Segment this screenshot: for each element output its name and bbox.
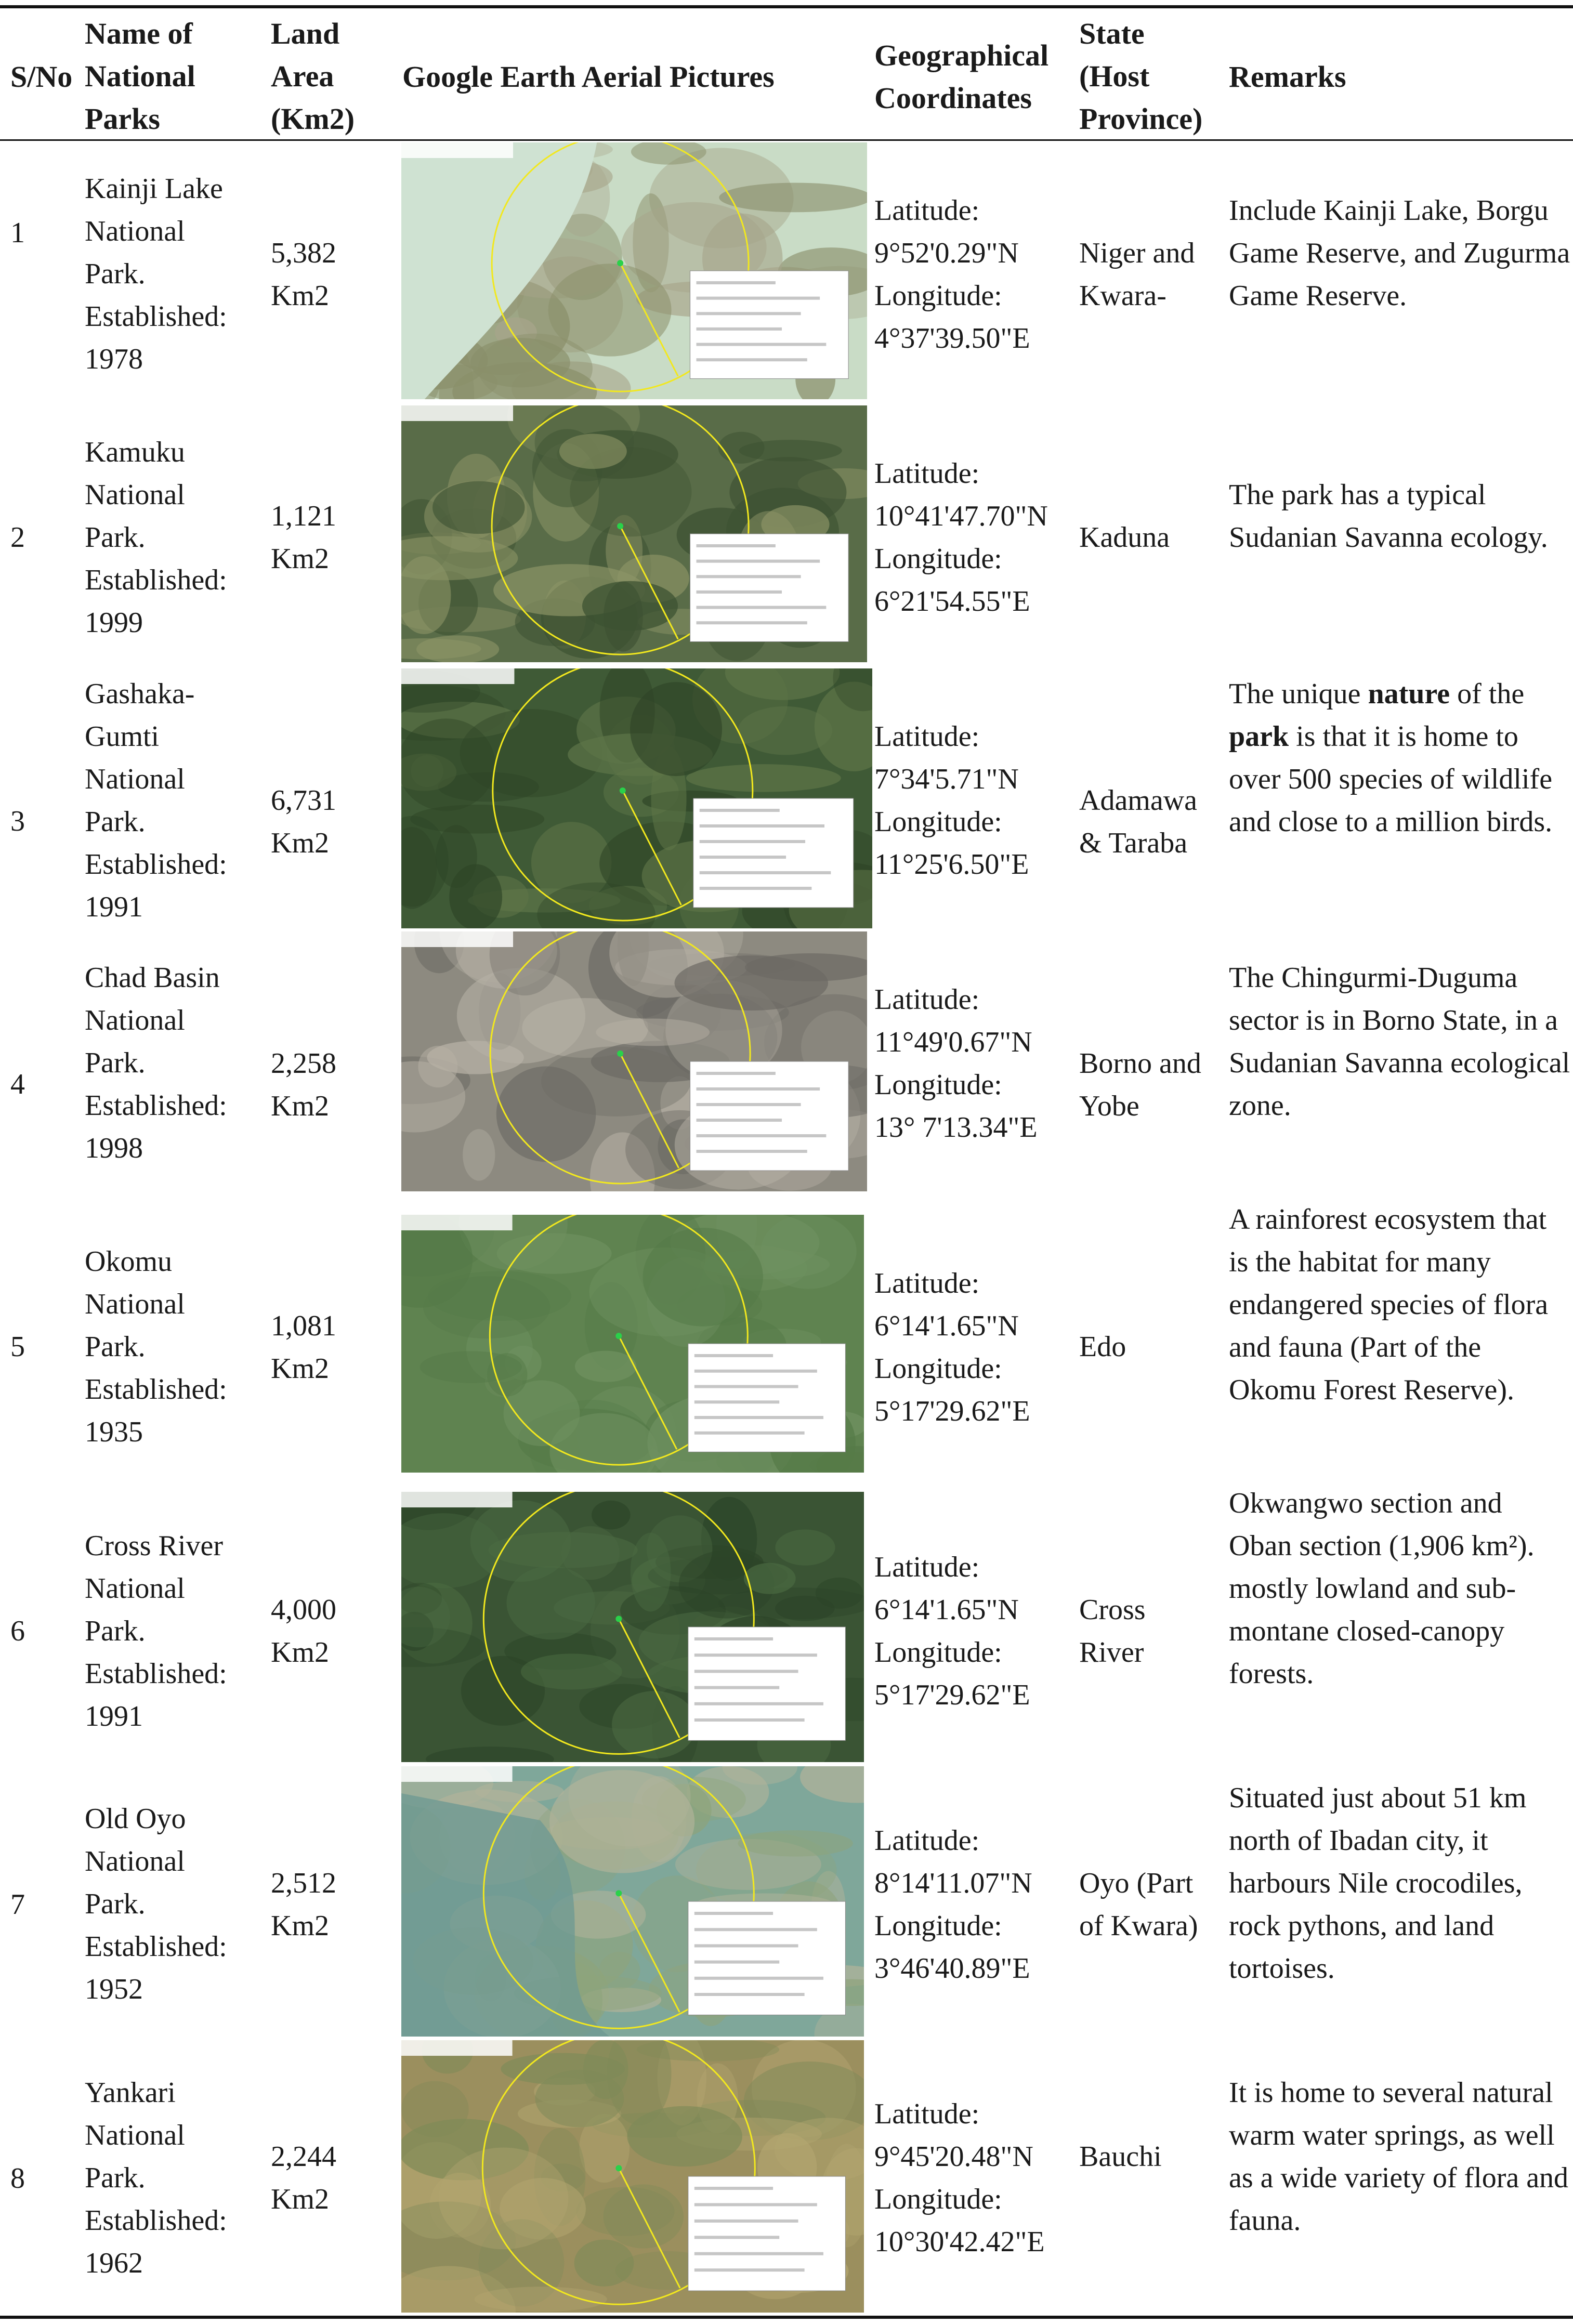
host-state: Cross River [1079, 1594, 1146, 1669]
header-aerial-pictures: Google Earth Aerial Pictures [402, 60, 775, 94]
remarks: Situated just about 51 km north of Ibadan city, it harbours Nile crocodiles, rock pythons, and land tortoises. [1229, 1782, 1527, 1985]
remarks-text: The unique [1229, 678, 1368, 710]
land-area: 2,244 Km2 [271, 2141, 336, 2215]
remarks [1229, 673, 1572, 843]
host-state: Edo [1079, 1331, 1126, 1363]
park-name: Gashaka- Gumti National Park. Established: 1991 [85, 678, 227, 923]
aerial-picture [401, 142, 867, 399]
remarks: It is home to several natural warm water springs, as well as a wide variety of flora and fauna. [1229, 2077, 1569, 2237]
aerial-picture [401, 2040, 864, 2313]
remarks-text: of the [1450, 678, 1525, 710]
host-state: Kaduna [1079, 521, 1170, 554]
table-bottom-rule [0, 2316, 1573, 2319]
remarks: A rainforest ecosystem that is the habitat for many endangered species of flora and fauna (Part of the Okomu Forest Reserve). [1229, 1203, 1549, 1406]
coordinates: Latitude: 6°14'1.65"N Longitude: 5°17'29.62"E [874, 1551, 1030, 1711]
table-header-rule [0, 139, 1573, 141]
coordinates: Latitude: 8°14'11.07"N Longitude: 3°46'40.89"E [874, 1824, 1032, 1985]
row-number: 1 [10, 217, 25, 249]
remarks: Okwangwo section and Oban section (1,906 km²). mostly lowland and sub-montane closed-canopy forests. [1229, 1487, 1535, 1690]
land-area: 6,731 Km2 [271, 784, 336, 859]
remarks: The Chingurmi-Duguma sector is in Borno State, in a Sudanian Savanna ecological zone. [1229, 962, 1570, 1122]
land-area: 5,382 Km2 [271, 237, 336, 312]
host-state: Oyo (Part of Kwara) [1079, 1867, 1198, 1942]
aerial-picture [401, 931, 867, 1191]
coordinates: Latitude: 11°49'0.67"N Longitude: 13° 7'13.34"E [874, 983, 1038, 1144]
aerial-picture [401, 1492, 864, 1762]
remarks: Include Kainji Lake, Borgu Game Reserve, and Zugurma Game Reserve. [1229, 194, 1570, 312]
park-name: Old Oyo National Park. Established: 1952 [85, 1803, 227, 2005]
row-number: 2 [10, 521, 25, 554]
land-area: 4,000 Km2 [271, 1594, 336, 1669]
aerial-picture [401, 1215, 864, 1473]
header-sno: S/No [10, 60, 73, 94]
coordinates: Latitude: 10°41'47.70"N Longitude: 6°21'54.55"E [874, 457, 1048, 618]
land-area: 2,512 Km2 [271, 1867, 336, 1942]
row-number: 8 [10, 2162, 25, 2195]
host-state: Niger and Kwara- [1079, 237, 1195, 312]
header-name: Name of National Parks [85, 17, 195, 136]
row-number: 7 [10, 1888, 25, 1921]
park-name: Cross River National Park. Established: 1991 [85, 1530, 227, 1732]
row-number: 4 [10, 1068, 25, 1100]
header-remarks: Remarks [1229, 60, 1346, 94]
host-state: Adamawa & Taraba [1079, 784, 1198, 859]
land-area: 2,258 Km2 [271, 1047, 336, 1122]
coordinates: Latitude: 9°45'20.48"N Longitude: 10°30'42.42"E [874, 2098, 1045, 2258]
land-area: 1,081 Km2 [271, 1310, 336, 1385]
remarks-text: is that it is home to over 500 species of wildlife and close to a million birds. [1229, 720, 1553, 838]
remarks: The park has a typical Sudanian Savanna ecology. [1229, 479, 1548, 554]
aerial-picture [401, 668, 872, 928]
land-area: 1,121 Km2 [271, 500, 336, 575]
host-state: Bauchi [1079, 2141, 1162, 2173]
row-number: 5 [10, 1331, 25, 1363]
coordinates: Latitude: 9°52'0.29"N Longitude: 4°37'39.50"E [874, 194, 1030, 354]
park-name: Okomu National Park. Established: 1935 [85, 1245, 227, 1448]
header-land-area: Land Area (Km2) [271, 17, 355, 136]
coordinates: Latitude: 6°14'1.65"N Longitude: 5°17'29.62"E [874, 1267, 1030, 1427]
remarks-bold-nature: nature [1368, 678, 1450, 710]
park-name: Yankari National Park. Established: 1962 [85, 2077, 227, 2279]
park-name: Kamuku National Park. Established: 1999 [85, 436, 227, 639]
aerial-picture [401, 405, 867, 662]
coordinates: Latitude: 7°34'5.71"N Longitude: 11°25'6.50"E [874, 720, 1029, 881]
table-top-rule [0, 5, 1573, 8]
row-number: 3 [10, 805, 25, 837]
aerial-picture [401, 1766, 864, 2037]
row-number: 6 [10, 1615, 25, 1647]
remarks-bold-park: park [1229, 720, 1289, 753]
header-state: State (Host Province) [1079, 17, 1203, 136]
park-name: Kainji Lake National Park. Established: 1978 [85, 173, 227, 375]
park-name: Chad Basin National Park. Established: 1998 [85, 962, 227, 1164]
host-state: Borno and Yobe [1079, 1047, 1201, 1122]
header-coordinates: Geographical Coordinates [874, 38, 1049, 115]
